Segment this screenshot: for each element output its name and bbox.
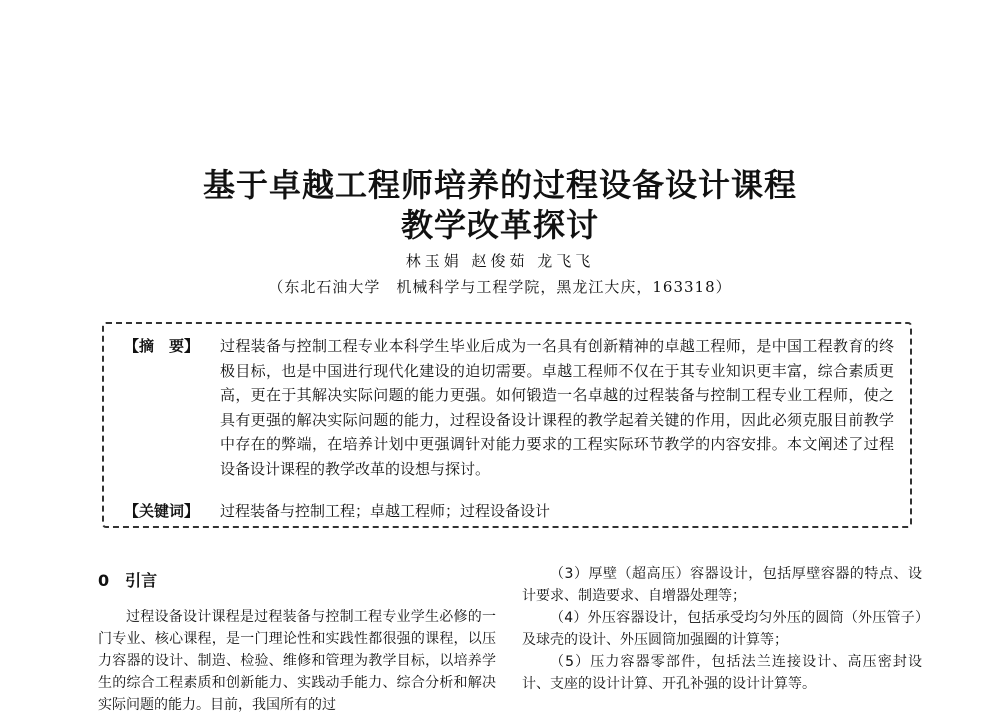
abstract-row (124, 334, 894, 481)
affiliation: （东北石油大学 机械科学与工程学院，黑龙江大庆，163318） (268, 278, 732, 296)
left-column (98, 570, 496, 716)
abstract-text: 过程装备与控制工程专业本科学生毕业后成为一名具有创新精神的卓越工程师，是中国工程教育的终极目标，也是中国进行现代化建设的迫切需要。卓越工程师不仅在于其专业知识更丰富，综合素质更高，更在于其解决实际问题的能力更强。如何锻造一名卓越的过程装备与控制工程专业工程师，使之具有更强的解决实际问题的能力，过程设备设计课程的教学起着关键的作用，因此必须克服目前教学中存在的弊端，在培养计划中更强调针对能力要求的工程实际环节教学的内容安排。本文阐述了过程设备设计课程的教学改革的设想与探讨。 (220, 337, 894, 478)
keywords-label: 【关键词】 (124, 502, 200, 520)
paper-title-line-2: 教学改革探讨 (400, 206, 599, 244)
section-heading-introduction: 0 引言 (98, 571, 158, 590)
keywords-row (124, 499, 894, 524)
intro-paragraph: 过程设备设计课程是过程装备与控制工程专业学生必修的一门专业、核心课程，是一门理论性和实践性都很强的课程，以压力容器的设计、制造、检验、维修和管理为教学目标，以培养学生的综合工程素质和创新能力、实践动手能力、综合分析和解决实际问题的能力。目前，我国所有的过 (98, 609, 496, 713)
list-item: （3）厚壁（超高压）容器设计，包括厚壁容器的特点、设计要求、制造要求、自增器处理等； (522, 566, 922, 604)
authors: 林玉娟 赵俊茹 龙飞飞 (405, 252, 595, 270)
right-column (522, 563, 922, 695)
abstract-box (102, 322, 912, 528)
abstract-label: 【摘 要】 (124, 337, 200, 355)
keywords-text: 过程装备与控制工程；卓越工程师；过程设备设计 (220, 502, 551, 520)
list-item: （5）压力容器零部件，包括法兰连接设计、高压密封设计、支座的设计计算、开孔补强的设计计算等。 (522, 654, 922, 692)
list-item: （4）外压容器设计，包括承受均匀外压的圆筒（外压管子）及球壳的设计、外压圆筒加强圈的计算等； (522, 610, 922, 648)
paper-title-line-1: 基于卓越工程师培养的过程设备设计课程 (202, 166, 797, 204)
